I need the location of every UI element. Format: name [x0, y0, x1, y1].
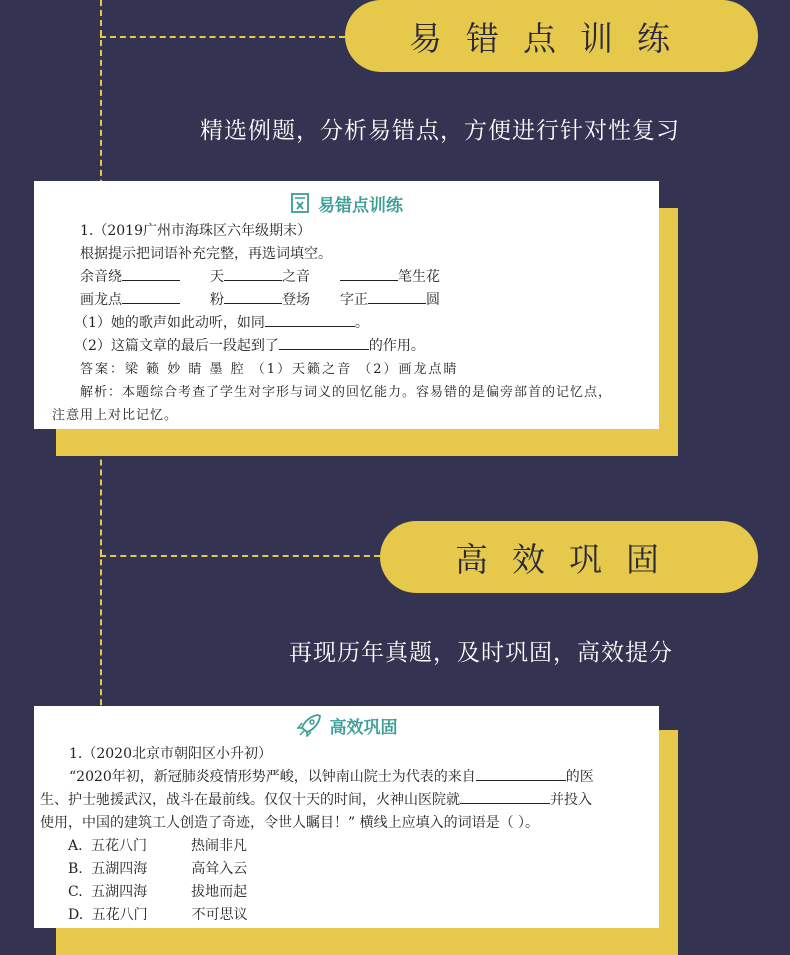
analysis-line-1: 解析：本题综合考查了学生对字形与词义的回忆能力。容易错的是偏旁部首的记忆点， — [80, 385, 613, 400]
option-c[interactable] — [68, 881, 659, 904]
option-letter: B. — [68, 861, 83, 877]
option-letter: C. — [68, 884, 83, 900]
question-source: 1.（2020北京市朝阳区小升初） — [69, 746, 272, 762]
options-list — [34, 835, 659, 927]
option-b[interactable] — [68, 858, 659, 881]
exercise-card-2 — [34, 706, 659, 928]
question-source: 1.（2019广州市海珠区六年级期末） — [80, 223, 311, 239]
fill-blank — [368, 289, 426, 304]
card-header — [34, 190, 659, 216]
word-prompt: 之音 — [282, 269, 310, 285]
passage-line-2 — [40, 789, 659, 812]
fill-blank — [122, 289, 180, 304]
word-prompt: 圆 — [426, 292, 440, 308]
answer-line: 答案：梁 籁 妙 睛 墨 腔 （1）天籁之音 （2）画龙点睛 — [80, 362, 459, 377]
section-subtitle-2: 再现历年真题，及时巩固，高效提分 — [289, 640, 673, 666]
passage-text: 并投入 — [550, 792, 592, 808]
sub-question-1 — [74, 312, 659, 335]
sub-question-text: 的作用。 — [368, 338, 425, 354]
word-prompt: 天 — [210, 269, 224, 285]
option-word: 五花八门 — [91, 838, 148, 854]
card-header — [34, 711, 659, 739]
word-prompt: 余音绕 — [80, 269, 122, 285]
option-letter: D. — [68, 907, 84, 923]
sub-question-text: （1）她的歌声如此动听，如同 — [74, 315, 265, 331]
passage-text: “2020年初，新冠肺炎疫情形势严峻，以钟南山院士为代表的来自 — [69, 769, 476, 785]
word-prompt: 字正 — [340, 292, 368, 308]
fill-blank — [122, 266, 180, 281]
option-word: 拔地而起 — [191, 884, 248, 900]
fill-blank — [460, 789, 550, 804]
rocket-icon — [296, 713, 322, 737]
word-prompt: 笔生花 — [398, 269, 440, 285]
option-letter: A. — [68, 838, 83, 854]
option-word: 五花八门 — [91, 907, 148, 923]
word-prompt: 粉 — [210, 292, 224, 308]
document-x-icon — [290, 192, 310, 214]
fill-blank — [224, 266, 282, 281]
section-title-pill-1 — [345, 0, 758, 72]
option-word: 高耸入云 — [191, 861, 248, 877]
sub-question-2 — [74, 335, 659, 358]
word-row-1 — [80, 266, 659, 289]
option-word: 热闹非凡 — [191, 838, 248, 854]
sub-question-text: （2）这篇文章的最后一段起到了 — [74, 338, 279, 354]
sub-question-text: 。 — [354, 315, 369, 331]
exercise-card-1 — [34, 181, 659, 429]
connector-line-1 — [100, 36, 345, 38]
card-header-label: 高效巩固 — [329, 717, 398, 738]
passage-text: 的医 — [565, 769, 594, 785]
section-title-pill-2 — [380, 521, 758, 593]
option-d[interactable] — [68, 904, 659, 927]
fill-blank — [279, 335, 369, 350]
section-title: 易错点训练 — [409, 18, 694, 58]
analysis-line-2: 注意用上对比记忆。 — [52, 408, 179, 423]
passage-line-1 — [69, 766, 659, 789]
fill-blank — [340, 266, 398, 281]
connector-line-2 — [100, 555, 380, 557]
question-instruction: 根据提示把词语补充完整，再选词填空。 — [80, 246, 332, 262]
option-word: 不可思议 — [191, 907, 248, 923]
section-subtitle-1: 精选例题，分析易错点，方便进行针对性复习 — [200, 118, 680, 144]
passage-line-3: 使用，中国的建筑工人创造了奇迹，令世人瞩目！” 横线上应填入的词语是（ ）。 — [40, 815, 540, 831]
fill-blank — [224, 289, 282, 304]
card-header-label: 易错点训练 — [318, 195, 403, 216]
option-a[interactable] — [68, 835, 659, 858]
word-prompt: 登场 — [282, 292, 310, 308]
section-title: 高效巩固 — [455, 539, 683, 579]
fill-blank — [476, 766, 566, 781]
word-row-2 — [80, 289, 659, 312]
option-word: 五湖四海 — [91, 884, 148, 900]
passage-text: 生、护士驰援武汉，战斗在最前线。仅仅十天的时间，火神山医院就 — [40, 792, 460, 808]
word-prompt: 画龙点 — [80, 292, 122, 308]
fill-blank — [265, 312, 355, 327]
option-word: 五湖四海 — [91, 861, 148, 877]
